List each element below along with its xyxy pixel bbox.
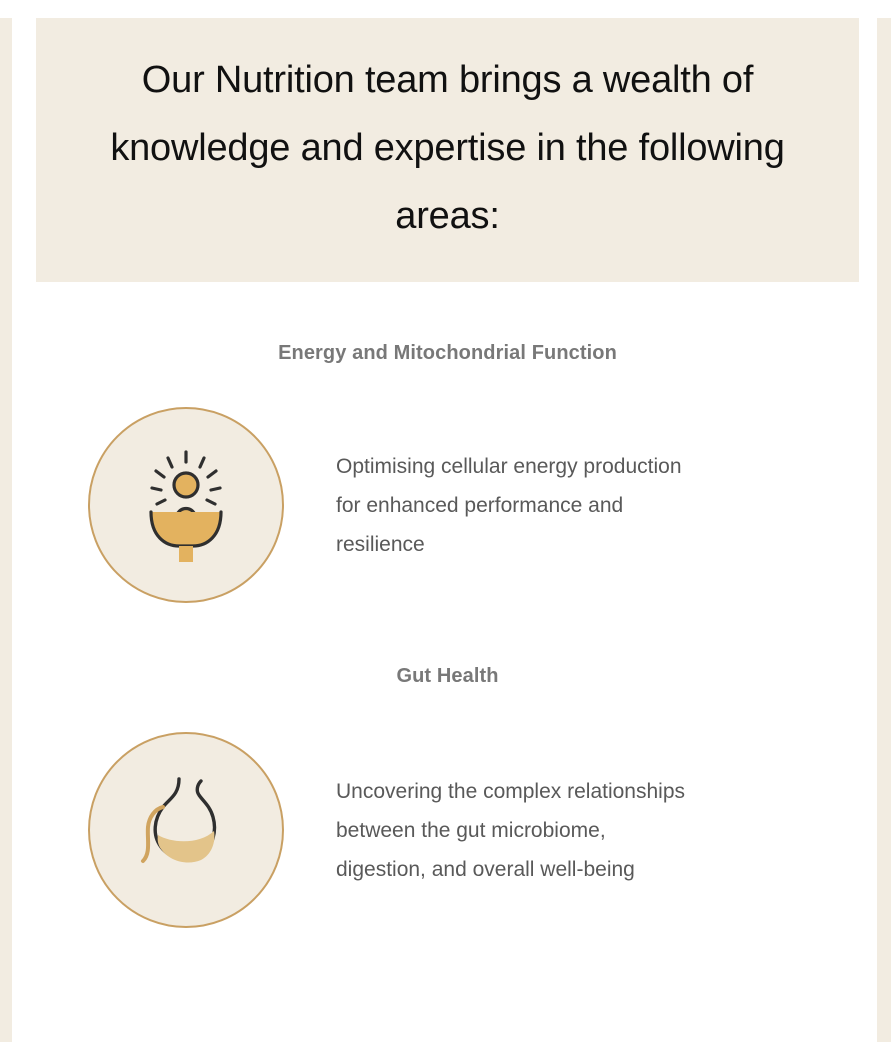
section-title: Energy and Mitochondrial Function — [278, 342, 617, 364]
sun-person-icon — [88, 407, 284, 603]
page-content — [0, 18, 891, 1042]
section-description: Uncovering the complex relationships between the gut microbiome, digestion, and overall well-being — [336, 779, 686, 881]
icon-container — [36, 732, 336, 928]
section-title: Gut Health — [396, 665, 499, 687]
left-edge-strip — [0, 18, 12, 1042]
section-energy-and-mitochondrial-function — [36, 342, 859, 603]
page-title: Our Nutrition team brings a wealth of knowledge and expertise in the following areas: — [110, 59, 785, 237]
stomach-icon — [88, 732, 284, 928]
section-row — [36, 732, 859, 928]
section-description: Optimising cellular energy production for enhanced performance and resilience — [336, 454, 682, 556]
section-gut-health — [36, 665, 859, 928]
section-row — [36, 407, 859, 603]
icon-container — [36, 407, 336, 603]
intro-banner — [36, 18, 859, 282]
right-edge-strip — [877, 18, 891, 1042]
